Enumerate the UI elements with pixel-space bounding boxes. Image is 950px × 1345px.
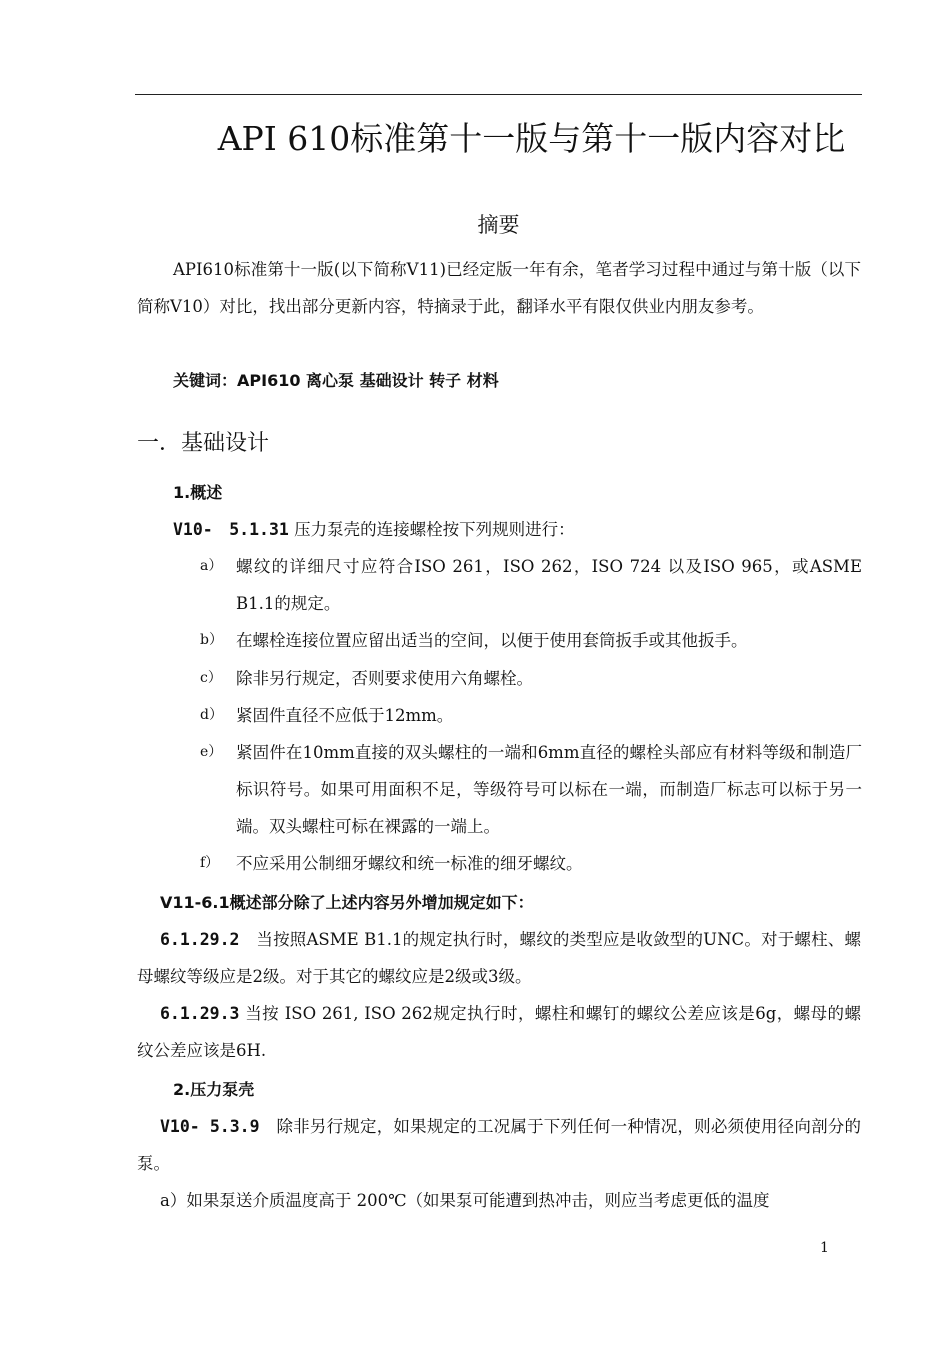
section-title: 一．基础设计 bbox=[137, 431, 270, 456]
list-item bbox=[200, 660, 862, 697]
document-title: API 610标准第十一版与第十一版内容对比 bbox=[217, 119, 846, 158]
clause-text: 压力泵壳的连接螺栓按下列规则进行： bbox=[294, 520, 575, 539]
list-marker: a） bbox=[200, 558, 223, 574]
list-text: 在螺栓连接位置应留出适当的空间，以便于使用套筒扳手或其他扳手。 bbox=[236, 631, 748, 650]
keywords-line: 关键词：API610 离心泵 基础设计 转子 材料 bbox=[173, 371, 499, 390]
list-text: 除非另行规定，否则要求使用六角螺栓。 bbox=[236, 669, 533, 688]
list-text: 不应采用公制细牙螺纹和统一标准的细牙螺纹。 bbox=[236, 854, 583, 873]
list-marker: e） bbox=[200, 744, 223, 760]
list-item bbox=[200, 845, 862, 882]
list-text: 紧固件直径不应低于12mm。 bbox=[236, 706, 454, 725]
v11-heading: V11-6.1概述部分除了上述内容另外增加规定如下： bbox=[160, 893, 534, 912]
list-item bbox=[200, 548, 862, 622]
list-marker: f） bbox=[200, 855, 220, 871]
clause-6-1-29-2 bbox=[137, 921, 861, 995]
clause-text: 除非另行规定，如果规定的工况属于下列任何一种情况，则必须使用径向剖分的泵。 bbox=[137, 1117, 862, 1173]
list-item bbox=[200, 734, 862, 845]
list-marker: b） bbox=[200, 632, 223, 648]
list-text: 紧固件在10mm直接的双头螺柱的一端和6mm直径的螺栓头部应有材料等级和制造厂标识符号。如果可用面积不足，等级符号可以标在一端，而制造厂标志可以标于另一端。双头螺柱可标在裸露的一端上。 bbox=[236, 743, 862, 836]
clause-reference: 6.1.29.3 bbox=[160, 1004, 240, 1023]
list-item bbox=[200, 622, 862, 659]
clause-6-1-29-3 bbox=[137, 995, 861, 1069]
subsection-heading-pressure-casing: 2.压力泵壳 bbox=[173, 1080, 255, 1099]
clause-text: 当按 ISO 261, ISO 262规定执行时，螺柱和螺钉的螺纹公差应该是6g，螺母的螺纹公差应该是6H. bbox=[137, 1004, 862, 1060]
header-rule bbox=[135, 94, 862, 95]
clause-reference: 6.1.29.2 bbox=[160, 930, 240, 949]
clause-v10-5-1-31 bbox=[173, 517, 575, 543]
clause-reference: V10- 5.1.31 bbox=[173, 520, 289, 539]
list-item-a: a）如果泵送介质温度高于 200℃（如果泵可能遭到热冲击，则应当考虑更低的温度 bbox=[160, 1191, 770, 1210]
list-marker: c） bbox=[200, 670, 222, 686]
clause-text: 当按照ASME B1.1的规定执行时，螺纹的类型应是收敛型的UNC。对于螺柱、螺母螺纹等级应是2级。对于其它的螺纹应是2级或3级。 bbox=[137, 930, 862, 986]
list-marker: d） bbox=[200, 707, 223, 723]
abstract-heading: 摘要 bbox=[477, 213, 520, 237]
page-number: 1 bbox=[820, 1240, 829, 1256]
clause-v10-5-3-9 bbox=[137, 1108, 861, 1182]
subsection-heading-overview: 1.概述 bbox=[173, 483, 223, 502]
list-item bbox=[200, 697, 862, 734]
list-text: 螺纹的详细尺寸应符合ISO 261，ISO 262，ISO 724 以及ISO 965，或ASME B1.1的规定。 bbox=[236, 557, 862, 613]
clause-reference: V10- 5.3.9 bbox=[160, 1117, 260, 1136]
abstract-body: API610标准第十一版(以下简称V11)已经定版一年有余，笔者学习过程中通过与第十版（以下简称V10）对比，找出部分更新内容，特摘录于此，翻译水平有限仅供业内朋友参考。 bbox=[137, 260, 861, 316]
